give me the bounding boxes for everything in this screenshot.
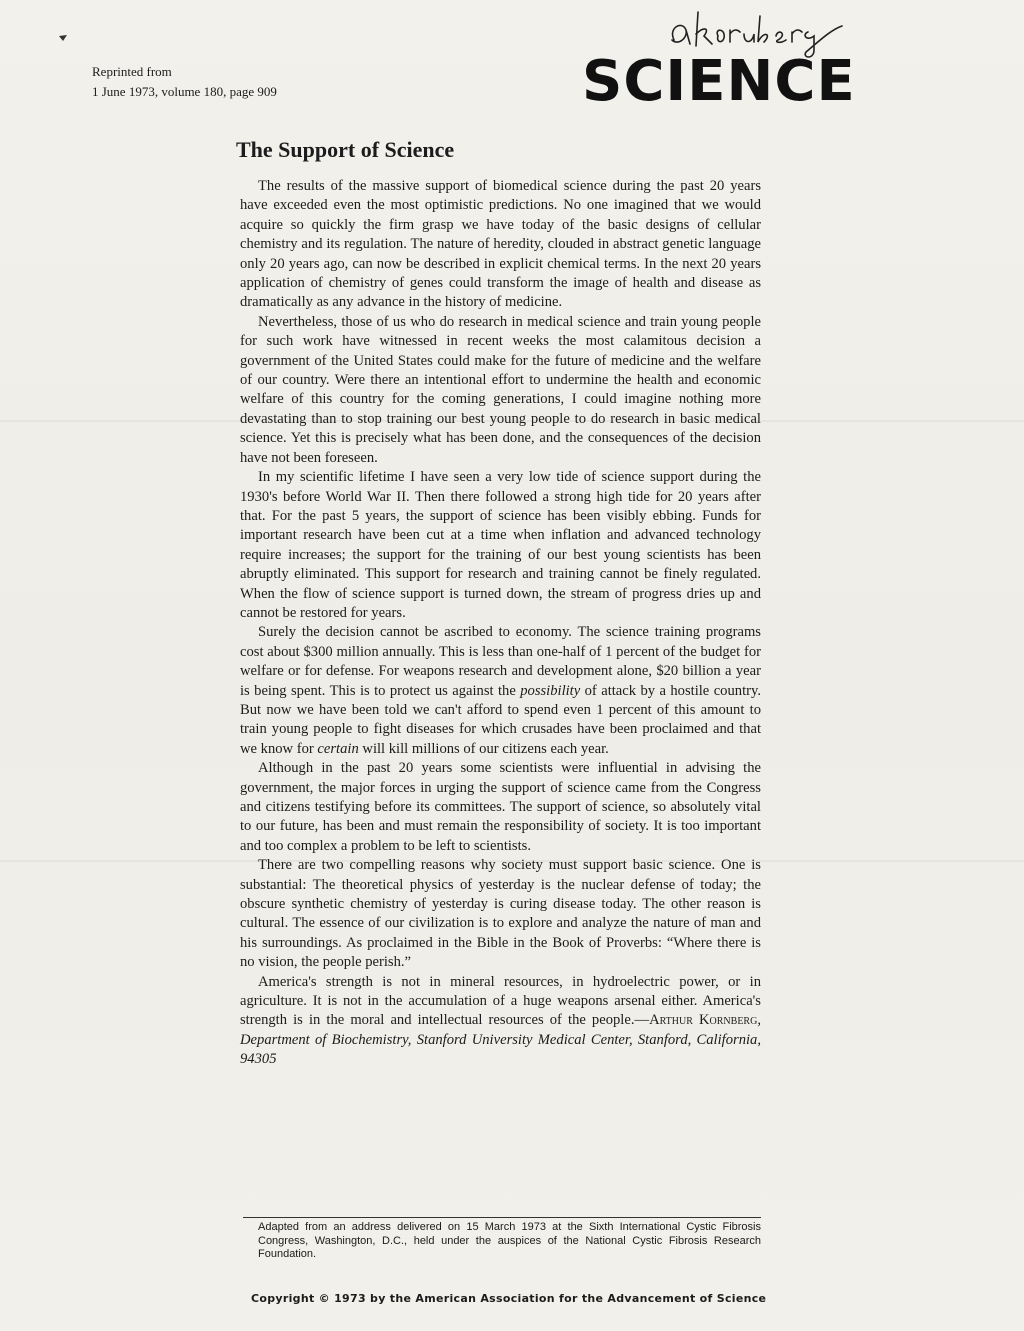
reprint-line-1: Reprinted from	[92, 64, 172, 79]
reprint-line-2: 1 June 1973, volume 180, page 909	[92, 84, 277, 99]
paragraph-5: Although in the past 20 years some scientists were influential in advising the government, the major forces in urging the support of science came from the Congress and citizens testifying before its committees. The support of science, so absolutely vital to our future, has been and must remain the responsibility of society. It is too important and too complex a problem to be left to scientists.	[240, 760, 761, 854]
paragraph-4-text-c: will kill millions of our citizens each year.	[358, 740, 609, 757]
paragraph-7-text: America's strength is not in mineral resources, in hydroelectric power, or in agriculture. It is not in the accumulation of a huge weapons arsenal either. America's strength is in the moral and intellectual resources of the people.—	[240, 973, 761, 1029]
ink-mark	[58, 34, 68, 42]
author-affiliation: , Department of Biochemistry, Stanford University Medical Center, Stanford, California, 94305	[240, 1012, 761, 1068]
article-body	[240, 177, 761, 1070]
paragraph-4-text-a: Surely the decision cannot be ascribed to economy. The science training programs cost about $300 million annually. This is less than one-half of 1 percent of the budget for welfare or for defense. For weapons research and development alone, $20 billion a year is being spent. This is to protect us against the	[240, 624, 761, 699]
footnote: Adapted from an address delivered on 15 March 1973 at the Sixth International Cystic Fibrosis Congress, Washington, D.C., held under the auspices of the National Cystic Fibrosis Research Foundation.	[258, 1221, 761, 1260]
emphasis-certain: certain	[317, 740, 359, 757]
paragraph-4-text-b: of attack by a hostile country. But now we have been told we can't afford to spend even 1 percent of this amount to train young people to fight diseases for which crusades have been proclaimed and that we know for	[240, 682, 761, 757]
emphasis-possibility: possibility	[520, 682, 581, 699]
paragraph-7	[240, 973, 761, 1070]
paragraph-1: The results of the massive support of biomedical science during the past 20 years have exceeded even the most optimistic predictions. No one imagined that we would acquire so quickly the firm grasp we have today of the basic designs of cellular chemistry and its regulation. The nature of heredity, clouded in abstract genetic language only 20 years ago, can now be described in explicit chemical terms. In the next 20 years application of chemistry of genes could transform the image of health and disease as dramatically as any advance in the history of medicine.	[240, 178, 761, 311]
paragraph-2: Nevertheless, those of us who do research in medical science and train young people for such work have witnessed in recent weeks the most calamitous decision a government of the United States could make for the future of medicine and the welfare of our country. Were there an intentional effort to undermine the health and economic welfare of this country for the coming generations, I could imagine nothing more devastating than to stop training our best young people to do research in basic medical science. Yet this is precisely what has been done, and the consequences of the decision have not been foreseen.	[240, 313, 761, 466]
journal-masthead: SCIENCE	[582, 49, 856, 114]
paragraph-6: There are two compelling reasons why society must support basic science. One is substantial: The theoretical physics of yesterday is the nuclear defense of today; the obscure synthetic chemistry of yesterday is curing disease today. The other reason is cultural. The essence of our civilization is to explore and analyze the nature of man and his surroundings. As proclaimed in the Bible in the Book of Proverbs: “Where there is no vision, the people perish.”	[240, 857, 761, 971]
copyright-line: Copyright © 1973 by the American Association for the Advancement of Science	[251, 1292, 767, 1305]
author-name: Arthur Kornberg	[649, 1012, 758, 1029]
footnote-divider	[243, 1217, 761, 1218]
reprint-notice	[92, 62, 277, 102]
paragraph-3: In my scientific lifetime I have seen a very low tide of science support during the 1930's before World War II. Then there followed a strong high tide for 20 years after that. For the past 5 years, the support of science has been visibly ebbing. Funds for important research have been cut at a time when inflation and advanced technology require increases; the support for the training of our best young scientists has been abruptly eliminated. This support for research and training cannot be finely regulated. When the flow of science support is turned down, the stream of progress dries up and cannot be restored for years.	[240, 469, 761, 621]
article-title: The Support of Science	[236, 137, 455, 162]
paragraph-4	[240, 623, 761, 759]
